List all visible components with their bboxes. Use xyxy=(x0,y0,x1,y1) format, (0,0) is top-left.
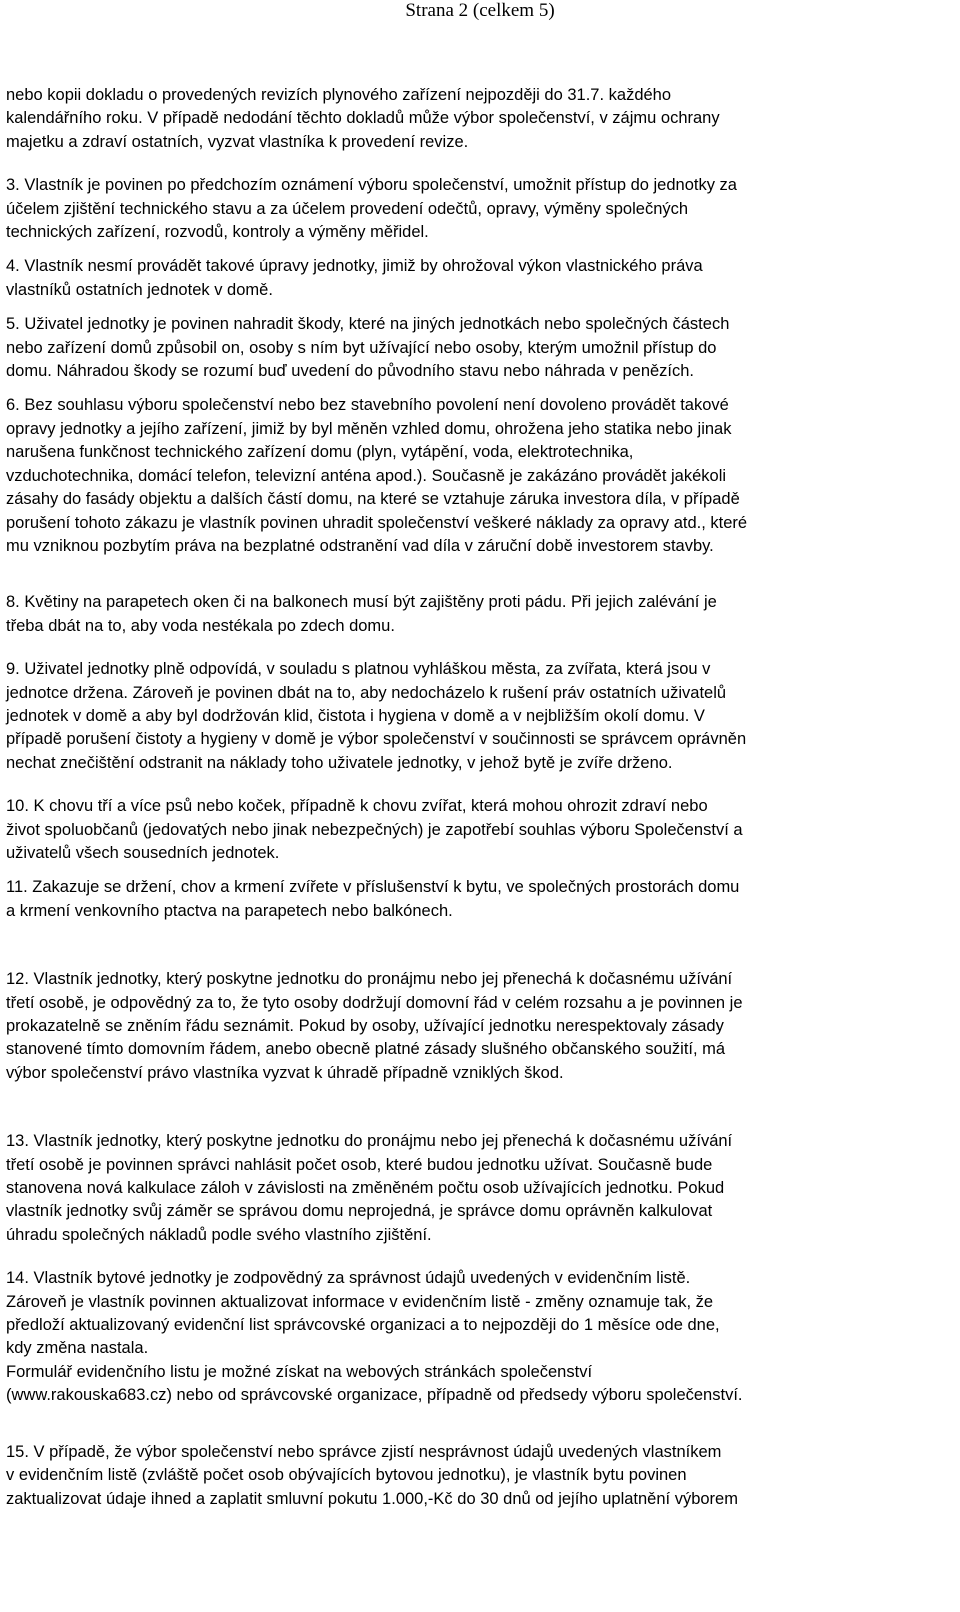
text-line: jednotce držena. Zároveň je povinen dbát na to, aby nedocházelo k rušení práv ostatních uživatelů xyxy=(6,683,727,702)
paragraph-14 xyxy=(6,1267,942,1407)
paragraph-3 xyxy=(6,174,942,244)
text-line: 9. Uživatel jednotky plně odpovídá, v souladu s platnou vyhláškou města, za zvířata, která jsou v xyxy=(6,660,711,679)
text-line: 4. Vlastník nesmí provádět takové úpravy jednotky, jimiž by ohrožoval výkon vlastnického práva xyxy=(6,257,703,276)
text-line: zaktualizovat údaje ihned a zaplatit smluvní pokutu 1.000,-Kč do 30 dnů od jejího uplatnění výborem xyxy=(6,1489,738,1508)
text-line: vlastníků ostatních jednotek v domě. xyxy=(6,280,273,299)
text-line: narušena funkčnost technického zařízení domu (plyn, vytápění, voda, elektrotechnika, xyxy=(6,443,634,462)
document-body xyxy=(6,84,942,1511)
paragraph-15 xyxy=(6,1441,942,1511)
text-line: nebo kopii dokladu o provedených revizích plynového zařízení nejpozději do 31.7. každého xyxy=(6,86,672,104)
text-line: a krmení venkovního ptactva na parapetech nebo balkónech. xyxy=(6,901,453,920)
text-line: 10. K chovu tří a více psů nebo koček, případně k chovu zvířat, která mohou ohrozit zdraví nebo xyxy=(6,797,708,816)
paragraph-5 xyxy=(6,313,942,383)
text-line: 12. Vlastník jednotky, který poskytne jednotku do pronájmu nebo jej přenechá k dočasnému užívání xyxy=(6,970,733,989)
text-line: opravy jednotky a jejího zařízení, jimiž by byl měněn vzhled domu, ohrožena jeho statika nebo jinak xyxy=(6,419,732,438)
text-line: třeba dbát na to, aby voda nestékala po zdech domu. xyxy=(6,616,395,635)
paragraph-11 xyxy=(6,876,942,923)
paragraph-9 xyxy=(6,658,942,775)
text-line: stanovena nová kalkulace záloh v závislosti na změněném počtu osob užívajících jednotku. Pokud xyxy=(6,1179,725,1198)
paragraph-12 xyxy=(6,968,942,1085)
text-line: nebo zařízení domů způsobil on, osoby s ním byt užívající nebo osoby, kterým umožnil přístup do xyxy=(6,338,717,357)
text-line: prokazatelně se zněním řádu seznámit. Pokud by osoby, užívající jednotku nerespektovaly zásady xyxy=(6,1017,724,1035)
text-line: 3. Vlastník je povinen po předchozím oznámení výboru společenství, umožnit přístup do jednotky za xyxy=(6,176,737,195)
text-line: 8. Květiny na parapetech oken či na balkonech musí být zajištěny proti pádu. Při jejich zalévání je xyxy=(6,593,717,612)
paragraph-revision-continuation xyxy=(6,84,942,154)
text-line: účelem zjištění technického stavu a za účelem provedení odečtů, opravy, výměny společných xyxy=(6,199,689,218)
page-header xyxy=(0,0,960,22)
paragraph-4 xyxy=(6,255,942,302)
paragraph-10 xyxy=(6,795,942,865)
text-line: 6. Bez souhlasu výboru společenství nebo bez stavebního povolení není dovoleno provádět takové xyxy=(6,396,729,415)
text-line: (www.rakouska683.cz) nebo od správcovské organizace, případně od předsedy výboru společenství. xyxy=(6,1386,743,1405)
text-line: stanovené tímto domovním řádem, anebo obecně platné zásady slušného občanského soužití, má xyxy=(6,1040,726,1059)
text-line: 13. Vlastník jednotky, který poskytne jednotku do pronájmu nebo jej přenechá k dočasnému užívání xyxy=(6,1132,733,1151)
text-line: vlastník jednotky svůj záměr se správou domu neprojedná, je správce domu oprávněn kalkulovat xyxy=(6,1202,713,1221)
text-line: 5. Uživatel jednotky je povinen nahradit škody, které na jiných jednotkách nebo společných částech xyxy=(6,315,730,334)
text-line: domu. Náhradou škody se rozumí buď uvedení do původního stavu nebo náhrada v penězích. xyxy=(6,362,695,381)
text-line: technických zařízení, rozvodů, kontroly a výměny měřidel. xyxy=(6,223,429,242)
text-line: život spoluobčanů (jedovatých nebo jinak nebezpečných) je zapotřebí souhlas výboru Společenství a xyxy=(6,820,743,839)
text-line: třetí osobě, je odpovědný za to, že tyto osoby dodržují domovní řád v celém rozsahu a je povinnen je xyxy=(6,993,743,1012)
text-line: nechat znečištění odstranit na náklady toho uživatele jednotky, v jehož bytě je zvíře drženo. xyxy=(6,753,673,772)
text-line: Formulář evidenčního listu je možné získat na webových stránkách společenství xyxy=(6,1362,593,1381)
paragraph-13 xyxy=(6,1130,942,1247)
text-line: mu vzniknou pozbytím práva na bezplatné odstranění vad díla v záruční době investorem stavby. xyxy=(6,536,714,555)
text-line: třetí osobě je povinnen správci nahlásit počet osob, které budou jednotku užívat. Současně bude xyxy=(6,1155,713,1174)
text-line: kdy změna nastala. xyxy=(6,1339,149,1358)
text-line: vzduchotechnika, domácí telefon, televizní anténa apod.). Současně je zakázáno provádět jakékoli xyxy=(6,466,727,485)
paragraph-8 xyxy=(6,591,942,638)
text-line: jednotek v domě a aby byl dodržován klid, čistota i hygiena v domě a v nejbližším okolí domu. V xyxy=(6,706,705,725)
text-line: 14. Vlastník bytové jednotky je zodpovědný za správnost údajů uvedených v evidenčním listě. xyxy=(6,1269,691,1288)
paragraph-6 xyxy=(6,394,942,558)
text-line: 15. V případě, že výbor společenství nebo správce zjistí nesprávnost údajů uvedených vlastníkem xyxy=(6,1442,722,1461)
text-line: porušení tohoto zákazu je vlastník povinen uhradit společenství veškeré náklady za opravy atd., které xyxy=(6,513,748,532)
text-line: majetku a zdraví ostatních, vyzvat vlastníka k provedení revize. xyxy=(6,132,469,151)
text-line: 11. Zakazuje se držení, chov a krmení zvířete v příslušenství k bytu, ve společných prostorách domu xyxy=(6,878,740,897)
page-number: Strana 2 (celkem 5) xyxy=(405,0,555,21)
text-line: výbor společenství právo vlastníka vyzvat k úhradě případně vzniklých škod. xyxy=(6,1063,564,1082)
text-line: předloží aktualizovaný evidenční list správcovské organizaci a to nejpozději do 1 měsíce ode dne, xyxy=(6,1316,720,1335)
text-line: kalendářního roku. V případě nedodání těchto dokladů může výbor společenství, v zájmu ochrany xyxy=(6,109,720,128)
text-line: v evidenčním listě (zvláště počet osob obývajících bytovou jednotku), je vlastník bytu povinen xyxy=(6,1466,687,1485)
text-line: případě porušení čistoty a hygieny v domě je výbor společenství v součinnosti se správcem oprávněn xyxy=(6,730,747,749)
text-line: zásahy do fasády objektu a dalších částí domu, na které se vztahuje záruka investora díla, v případě xyxy=(6,490,740,509)
text-line: uživatelů všech sousedních jednotek. xyxy=(6,843,280,862)
text-line: úhradu společných nákladů podle svého vlastního zjištění. xyxy=(6,1225,432,1244)
text-line: Zároveň je vlastník povinnen aktualizovat informace v evidenčním listě - změny oznamuje tak, že xyxy=(6,1292,714,1311)
